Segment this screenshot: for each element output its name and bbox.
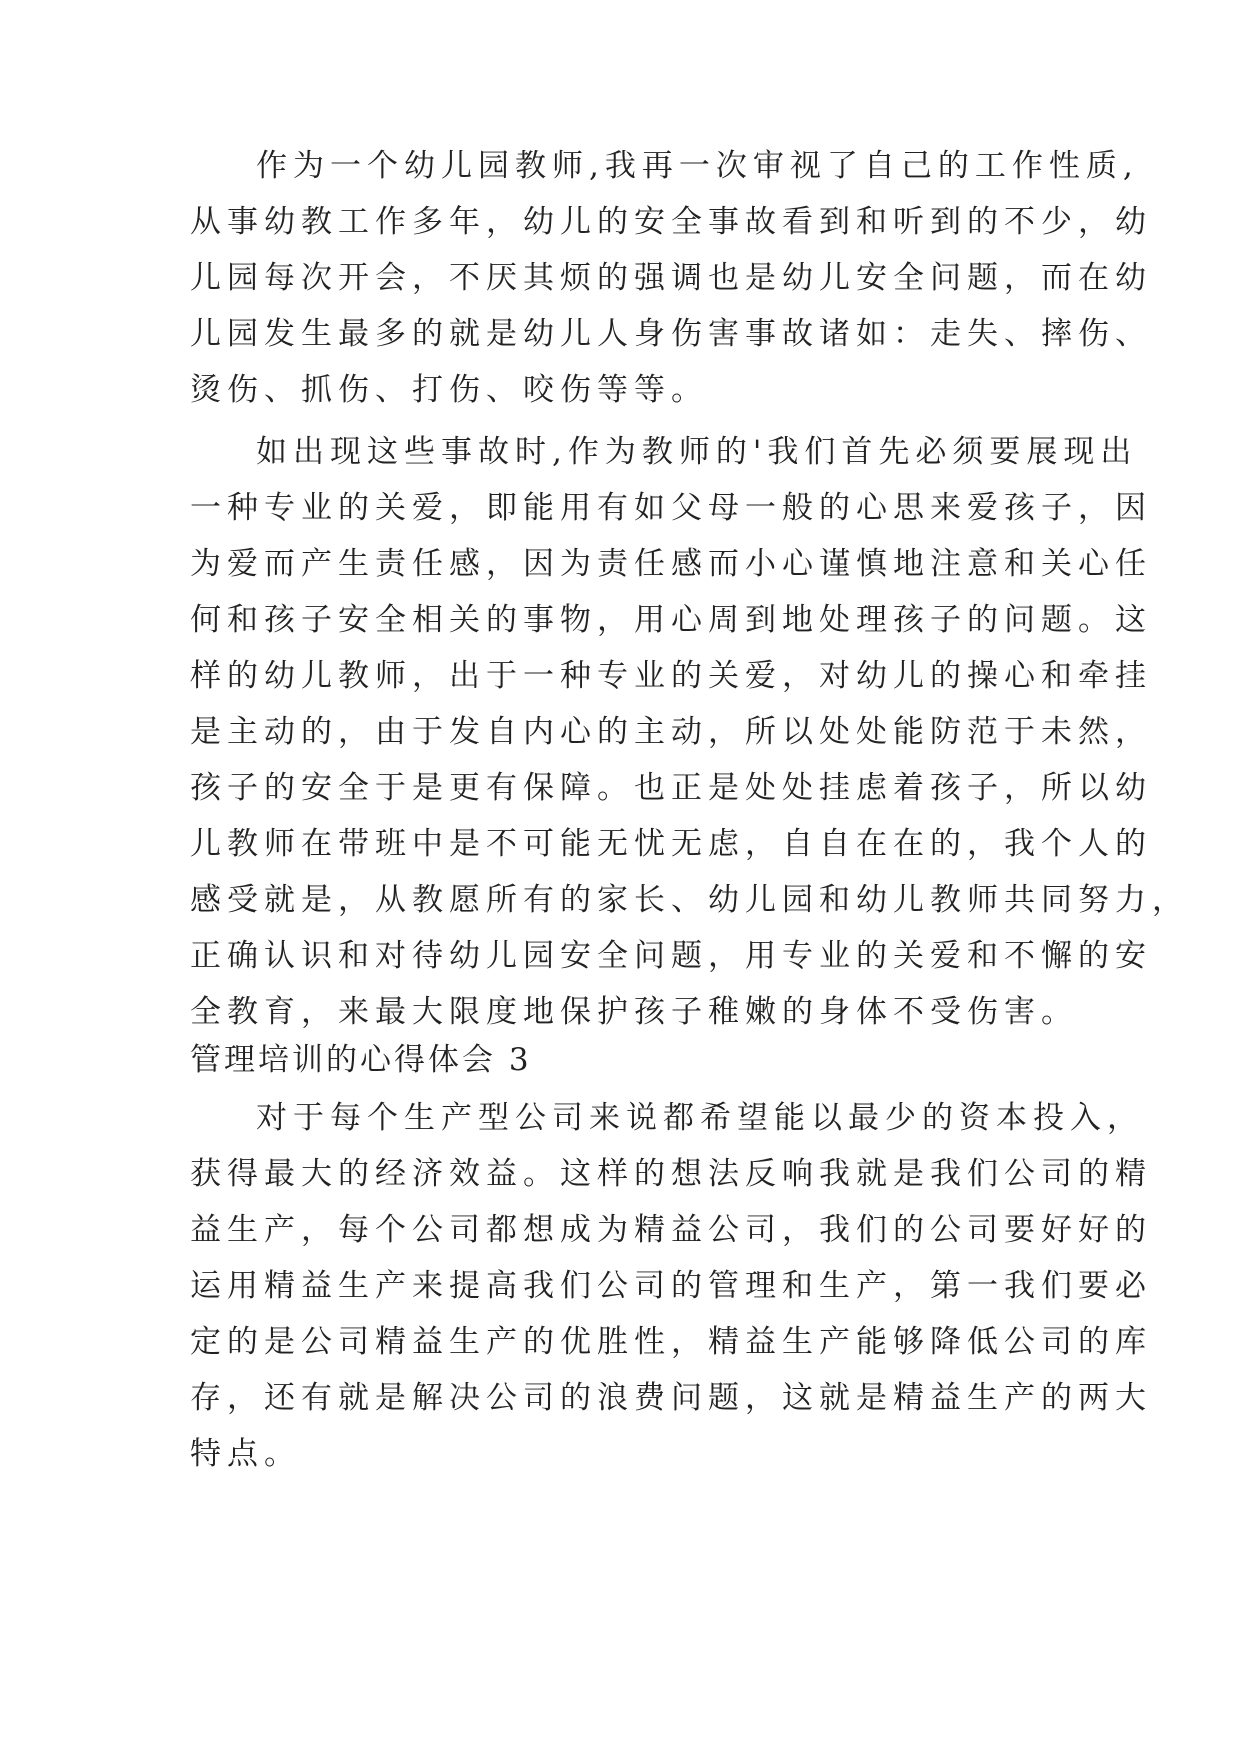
paragraph-2-line-4: 何和孩子安全相关的事物，用心周到地处理孩子的问题。这 xyxy=(190,602,1152,638)
paragraph-2-line-11: 全教育，来最大限度地保护孩子稚嫩的身体不受伤害。 xyxy=(190,994,1078,1030)
paragraph-3-line-6: 存，还有就是解决公司的浪费问题，这就是精益生产的两大 xyxy=(190,1380,1152,1416)
paragraph-3-line-3: 益生产，每个公司都想成为精益公司，我们的公司要好好的 xyxy=(190,1212,1152,1248)
paragraph-2-line-10: 正确认识和对待幼儿园安全问题，用专业的关爱和不懈的安 xyxy=(190,938,1152,974)
paragraph-1-line-1: 作为一个幼儿园教师,我再一次审视了自己的工作性质, xyxy=(256,148,1139,184)
paragraph-2-line-8: 儿教师在带班中是不可能无忧无虑，自自在在的，我个人的 xyxy=(190,826,1152,862)
paragraph-2-line-3: 为爱而产生责任感，因为责任感而小心谨慎地注意和关心任 xyxy=(190,546,1152,582)
paragraph-1-line-5: 烫伤、抓伤、打伤、咬伤等等。 xyxy=(190,372,708,408)
paragraph-2-line-5: 样的幼儿教师，出于一种专业的关爱，对幼儿的操心和牵挂 xyxy=(190,658,1152,694)
section-heading: 管理培训的心得体会 3 xyxy=(190,1042,532,1078)
paragraph-3-line-5: 定的是公司精益生产的优胜性，精益生产能够降低公司的库 xyxy=(190,1324,1152,1360)
paragraph-3-line-4: 运用精益生产来提高我们公司的管理和生产，第一我们要必 xyxy=(190,1268,1152,1304)
paragraph-3-line-7: 特点。 xyxy=(190,1436,301,1472)
paragraph-1-line-4: 儿园发生最多的就是幼儿人身伤害事故诸如：走失、摔伤、 xyxy=(190,316,1152,352)
paragraph-1-line-2: 从事幼教工作多年，幼儿的安全事故看到和听到的不少，幼 xyxy=(190,204,1152,240)
paragraph-2-line-6: 是主动的，由于发自内心的主动，所以处处能防范于未然， xyxy=(190,714,1152,750)
paragraph-2-line-1: 如出现这些事故时,作为教师的'我们首先必须要展现出 xyxy=(256,434,1138,470)
paragraph-3-line-1: 对于每个生产型公司来说都希望能以最少的资本投入， xyxy=(256,1100,1144,1136)
paragraph-1-line-3: 儿园每次开会，不厌其烦的强调也是幼儿安全问题，而在幼 xyxy=(190,260,1152,296)
paragraph-2-line-9: 感受就是，从教愿所有的家长、幼儿园和幼儿教师共同努力， xyxy=(190,882,1189,918)
paragraph-2-line-2: 一种专业的关爱，即能用有如父母一般的心思来爱孩子，因 xyxy=(190,490,1152,526)
paragraph-3-line-2: 获得最大的经济效益。这样的想法反响我就是我们公司的精 xyxy=(190,1156,1152,1192)
paragraph-2-line-7: 孩子的安全于是更有保障。也正是处处挂虑着孩子，所以幼 xyxy=(190,770,1152,806)
